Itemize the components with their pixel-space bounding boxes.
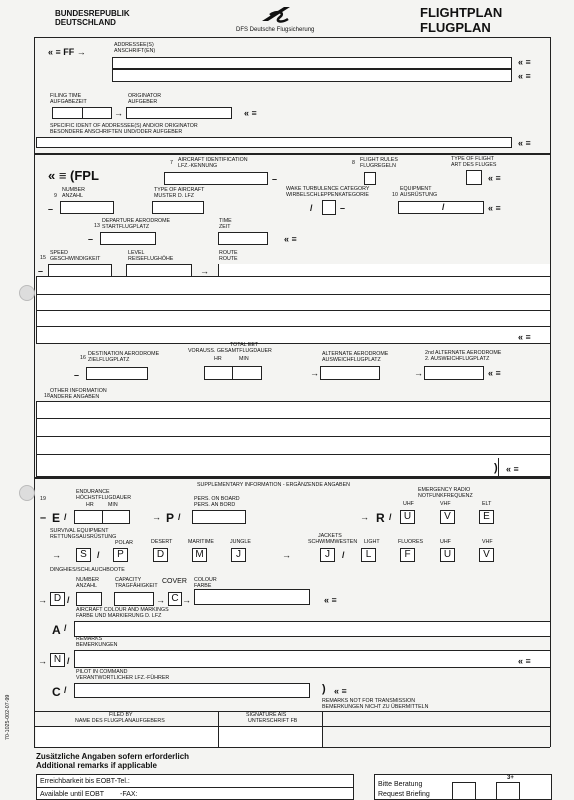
elt-label: ELT bbox=[482, 501, 492, 507]
persons-field[interactable] bbox=[192, 510, 246, 524]
equipment-label-en: EQUIPMENT bbox=[400, 186, 432, 192]
altn2-label-en: 2nd ALTERNATE AERODROME bbox=[425, 350, 502, 356]
type-aircraft-label-en: TYPE OF AIRCRAFT bbox=[154, 187, 205, 193]
type-flight-field[interactable] bbox=[466, 170, 482, 185]
ac-colour-field[interactable] bbox=[74, 621, 550, 637]
survival-label-en: SURVIVAL EQUIPMENT bbox=[50, 528, 109, 534]
end-mark: « ≡ bbox=[488, 368, 501, 378]
number-label-de: ANZAHL bbox=[76, 583, 97, 589]
hr-label: HR bbox=[214, 356, 222, 362]
aircraft-ident-label-en: AIRCRAFT IDENTIFICATION bbox=[178, 157, 248, 163]
arrow-mark: → bbox=[156, 595, 165, 605]
divider bbox=[82, 107, 83, 119]
country-label: BUNDESREPUBLIK bbox=[55, 9, 130, 18]
dash: – bbox=[272, 174, 278, 184]
end-mark: « ≡ bbox=[518, 57, 531, 67]
vhf-label: VHF bbox=[482, 539, 493, 545]
end-mark: « ≡ bbox=[518, 332, 531, 342]
light-label: LIGHT bbox=[364, 539, 380, 545]
survival-label-de: RETTUNGSAUSRÜSTUNG bbox=[50, 534, 117, 540]
slash: / bbox=[67, 595, 70, 605]
flight-rules-label-en: FLIGHT RULES bbox=[360, 157, 398, 163]
remarks-field[interactable] bbox=[74, 650, 550, 668]
time-label-de: ZEIT bbox=[219, 224, 231, 230]
dest-field[interactable] bbox=[86, 367, 148, 380]
supp-heading: SUPPLEMENTARY INFORMATION - ERGÄNZENDE ANGABEN bbox=[197, 482, 350, 488]
slash: / bbox=[389, 512, 392, 522]
item-number-10: 10 bbox=[392, 192, 398, 198]
start-ff-mark: « ≡ FF → bbox=[48, 47, 86, 57]
wake-label-en: WAKE TURBULENCE CATEGORY bbox=[286, 186, 370, 192]
item-number-18: 18 bbox=[44, 393, 50, 399]
arrow-mark: → bbox=[414, 368, 423, 378]
vhf-cell[interactable]: V bbox=[440, 510, 455, 524]
arrow-mark: → bbox=[282, 550, 291, 560]
dash: – bbox=[340, 203, 346, 213]
jungle-label: JUNGLE bbox=[230, 539, 251, 545]
type-flight-label-de: ART DES FLUGES bbox=[451, 162, 497, 168]
maritime-cell[interactable]: M bbox=[192, 548, 207, 562]
capacity-label-en: CAPACITY bbox=[115, 577, 142, 583]
desert-label: DESERT bbox=[151, 539, 173, 545]
specific-ident-field[interactable] bbox=[36, 137, 512, 148]
speed-label-de: GESCHWINDIGKEIT bbox=[50, 256, 101, 262]
number-field[interactable] bbox=[60, 201, 114, 214]
slash: / bbox=[64, 685, 67, 695]
uhf-label: UHF bbox=[440, 539, 451, 545]
arrow-mark: → bbox=[38, 656, 47, 666]
frame-top bbox=[34, 37, 550, 38]
end-mark: « ≡ bbox=[506, 464, 519, 474]
addressees-field-1[interactable] bbox=[112, 57, 512, 69]
schwimmwesten-label: SCHWIMMWESTEN bbox=[308, 539, 358, 545]
filed-by-label-de: NAME DES FLUGPLANAUFGEBERS bbox=[75, 718, 165, 724]
close-paren: ) bbox=[494, 462, 498, 474]
flight-rules-field[interactable] bbox=[364, 172, 376, 185]
survival-cell[interactable]: S bbox=[76, 548, 91, 562]
slash: / bbox=[342, 550, 345, 560]
uhf-label: UHF bbox=[403, 501, 414, 507]
radio-label-de: NOTFUNKFREQUENZ bbox=[418, 493, 473, 499]
capacity-label-de: TRAGFÄHIGKEIT bbox=[115, 583, 158, 589]
jungle-cell[interactable]: J bbox=[231, 548, 246, 562]
addressees-label-en: ADDRESSEE(S) bbox=[114, 42, 154, 48]
type-flight-label-en: TYPE OF FLIGHT bbox=[451, 156, 494, 162]
ac-colour-letter: A bbox=[52, 623, 61, 637]
specific-ident-label-de: BESONDERE ANSCHRIFTEN UND/ODER AUFGEBER bbox=[50, 129, 183, 135]
number-label-de: ANZAHL bbox=[62, 193, 83, 199]
time-field[interactable] bbox=[218, 232, 268, 245]
form-number: 70-1025-002-07-99 bbox=[5, 694, 11, 740]
item-number-16: 16 bbox=[80, 355, 86, 361]
jackets-label: JACKETS bbox=[318, 533, 342, 539]
polar-label: POLAR bbox=[115, 540, 133, 546]
end-mark: « ≡ bbox=[324, 595, 337, 605]
arrow-mark: → bbox=[38, 595, 47, 605]
reach-label-de: Erreichbarkeit bis EOBT-Tel.: bbox=[40, 778, 130, 785]
aircraft-ident-label-de: LFZ.-KENNUNG bbox=[178, 163, 218, 169]
close-paren: ) bbox=[322, 683, 326, 695]
persons-label-de: PERS. AN BORD bbox=[194, 502, 236, 508]
route-line bbox=[36, 326, 550, 327]
ac-colour-label-de: FARBE UND MARKIERUNG D. LFZ bbox=[76, 613, 162, 619]
dinghy-capacity-field[interactable] bbox=[114, 592, 154, 606]
arrow-mark: → bbox=[182, 595, 191, 605]
three-plus-label: 3+ bbox=[507, 775, 514, 781]
divider bbox=[498, 458, 499, 477]
aircraft-ident-field[interactable] bbox=[164, 172, 268, 185]
slash: / bbox=[67, 656, 70, 666]
filing-time-label-de: AUFGABEZEIT bbox=[50, 99, 87, 105]
punch-hole bbox=[19, 285, 35, 301]
frame-bottom bbox=[34, 747, 550, 748]
dep-aero-field[interactable] bbox=[100, 232, 156, 245]
min-label: MIN bbox=[108, 502, 118, 508]
altn-label-en: ALTERNATE AERODROME bbox=[322, 351, 389, 357]
originator-label-en: ORIGINATOR bbox=[128, 93, 162, 99]
arrow-mark: → bbox=[200, 266, 209, 276]
total-eet-field[interactable] bbox=[204, 366, 262, 380]
equipment-label-de: AUSRÜSTUNG bbox=[400, 192, 438, 198]
total-eet-label-en: TOTAL EET bbox=[230, 342, 259, 348]
number-label-en: NUMBER bbox=[76, 577, 99, 583]
time-label-en: TIME bbox=[219, 218, 232, 224]
maritime-label: MARITIME bbox=[188, 539, 214, 545]
country-label-2: DEUTSCHLAND bbox=[55, 18, 116, 27]
elt-cell[interactable]: E bbox=[479, 510, 494, 524]
section-divider bbox=[34, 477, 550, 479]
route-field-top[interactable] bbox=[218, 264, 550, 277]
other-info-line bbox=[36, 454, 550, 455]
briefing-label-de: Bitte Beratung bbox=[378, 781, 423, 788]
route-label-en: ROUTE bbox=[219, 250, 238, 256]
altn2-field[interactable] bbox=[424, 366, 484, 380]
arrow-mark: → bbox=[360, 512, 369, 522]
endurance-label-de: HÖCHSTFLUGDAUER bbox=[76, 495, 132, 501]
item-number-9: 9 bbox=[54, 193, 57, 199]
signature-label-en: SIGNATURE AIS bbox=[246, 712, 287, 718]
start-fpl-mark: « ≡ (FPL bbox=[48, 168, 99, 183]
item-number-15: 15 bbox=[40, 255, 46, 261]
altn2-label-de: 2. AUSWEICHFLUGPLATZ bbox=[425, 356, 490, 362]
originator-label-de: AUFGEBER bbox=[128, 99, 158, 105]
light-cell[interactable]: L bbox=[361, 548, 376, 562]
signature-label-de: UNTERSCHRIFT FB bbox=[248, 718, 298, 724]
other-info-line bbox=[36, 436, 550, 437]
slash: / bbox=[442, 202, 445, 212]
three-plus-checkbox[interactable] bbox=[496, 782, 520, 800]
level-label-de: REISEFLUGHÖHE bbox=[128, 256, 174, 262]
wake-label-de: WIRBELSCHLEPPENKATEGORIE bbox=[286, 192, 369, 198]
end-mark: « ≡ bbox=[518, 71, 531, 81]
fluores-cell[interactable]: F bbox=[400, 548, 415, 562]
altn-label-de: AUSWEICHFLUGPLATZ bbox=[322, 357, 381, 363]
dfs-logo-text: DFS Deutsche Flugsicherung bbox=[236, 27, 315, 33]
fluores-label: FLUORES bbox=[398, 539, 424, 545]
dest-label-en: DESTINATION AERODROME bbox=[88, 351, 160, 357]
briefing-checkbox[interactable] bbox=[452, 782, 476, 800]
arrow-mark: → bbox=[114, 108, 123, 118]
dep-aero-label-en: DEPARTURE AERODROME bbox=[102, 218, 171, 224]
total-eet-label-de: VORAUSS. GESAMTFLUGDAUER bbox=[188, 348, 272, 354]
route-label-de: ROUTE bbox=[219, 256, 238, 262]
dash: – bbox=[48, 204, 54, 214]
no-trans-label-de: BEMERKUNGEN NICHT ZU ÜBERMITTELN bbox=[322, 704, 429, 710]
dash: – bbox=[74, 370, 80, 380]
type-aircraft-label-de: MUSTER D. LFZ bbox=[154, 193, 195, 199]
title-en: FLIGHTPLAN bbox=[420, 5, 503, 20]
slash: / bbox=[64, 512, 67, 522]
other-info-line bbox=[36, 418, 550, 419]
speed-label-en: SPEED bbox=[50, 250, 68, 256]
other-info-field[interactable] bbox=[36, 401, 550, 477]
item-number-19: 19 bbox=[40, 496, 46, 502]
route-line bbox=[36, 310, 550, 311]
flight-rules-label-de: FLUGREGELN bbox=[360, 163, 396, 169]
equipment-field[interactable] bbox=[398, 201, 484, 214]
colour-label-de: FARBE bbox=[194, 583, 212, 589]
radio-letter: R bbox=[376, 511, 385, 525]
item-number-8: 8 bbox=[352, 160, 355, 166]
dinghy-colour-field[interactable] bbox=[194, 589, 310, 605]
persons-label-en: PERS. ON BOARD bbox=[194, 496, 240, 502]
cover-label: COVER bbox=[162, 578, 187, 585]
originator-field[interactable] bbox=[126, 107, 232, 119]
desert-cell[interactable]: D bbox=[153, 548, 168, 562]
item-number-7: 7 bbox=[170, 160, 173, 166]
number-label-en: NUMBER bbox=[62, 187, 85, 193]
reach-line bbox=[36, 787, 354, 788]
dash: – bbox=[88, 234, 94, 244]
no-trans-label-en: REMARKS NOT FOR TRANSMISSION bbox=[322, 698, 416, 704]
title-de: FLUGPLAN bbox=[420, 20, 491, 35]
reach-label-en: Available until EOBT bbox=[40, 791, 105, 798]
dinghies-label: DINGHIES/SCHLAUCHBOOTE bbox=[50, 567, 125, 573]
dinghy-number-field[interactable] bbox=[76, 592, 102, 606]
filed-by-label-en: FILED BY bbox=[109, 712, 133, 718]
frame-right bbox=[550, 37, 551, 747]
polar-cell[interactable]: P bbox=[113, 548, 128, 562]
wake-field[interactable] bbox=[322, 200, 336, 215]
ac-colour-label-en: AIRCRAFT COLOUR AND MARKINGS bbox=[76, 607, 169, 613]
addressees-field-2[interactable] bbox=[112, 69, 512, 82]
item-number-13: 13 bbox=[94, 223, 100, 229]
persons-letter: P bbox=[166, 511, 175, 525]
end-mark: « ≡ bbox=[518, 656, 531, 666]
end-mark: « ≡ bbox=[334, 686, 347, 696]
end-mark: « ≡ bbox=[244, 108, 257, 118]
endurance-letter: E bbox=[52, 511, 61, 525]
signature-field[interactable] bbox=[219, 727, 322, 747]
vhf-cell-2[interactable]: V bbox=[479, 548, 494, 562]
colour-label-en: COLOUR bbox=[194, 577, 217, 583]
pilot-field[interactable] bbox=[74, 683, 310, 698]
other-info-label-en: OTHER INFORMATION bbox=[50, 388, 107, 394]
end-mark: « ≡ bbox=[488, 203, 501, 213]
divider bbox=[232, 366, 233, 380]
altn-field[interactable] bbox=[320, 366, 380, 380]
cover-cell[interactable]: C bbox=[168, 592, 182, 606]
pilot-letter: C bbox=[52, 685, 61, 699]
section-divider bbox=[34, 153, 550, 155]
endurance-label-en: ENDURANCE bbox=[76, 489, 110, 495]
divider bbox=[322, 711, 323, 747]
fax-label: -FAX: bbox=[120, 791, 138, 798]
dep-aero-label-de: STARTFLUGPLATZ bbox=[102, 224, 150, 230]
type-aircraft-field[interactable] bbox=[152, 201, 204, 214]
filed-by-field[interactable] bbox=[36, 727, 218, 747]
remarks-label-de: BEMERKUNGEN bbox=[76, 642, 118, 648]
end-mark: « ≡ bbox=[488, 173, 501, 183]
dinghies-cell[interactable]: D bbox=[50, 592, 65, 606]
uhf-cell-2[interactable]: U bbox=[440, 548, 455, 562]
min-label: MIN bbox=[239, 356, 249, 362]
pilot-label-de: VERANTWORTLICHER LFZ.-FÜHRER bbox=[76, 675, 170, 681]
remarks-label-en: REMARKS bbox=[76, 636, 103, 642]
specific-ident-label-en: SPECIFIC IDENT OF ADDRESSEE(S) AND/OR ORIGINATOR bbox=[50, 123, 198, 129]
addressees-label-de: ANSCHRIFT(EN) bbox=[114, 48, 156, 54]
remarks-cell[interactable]: N bbox=[50, 653, 65, 667]
radio-label-en: EMERGENCY RADIO bbox=[418, 487, 471, 493]
vhf-label: VHF bbox=[440, 501, 451, 507]
divider bbox=[102, 510, 103, 524]
arrow-mark: → bbox=[52, 550, 61, 560]
slash: / bbox=[178, 512, 181, 522]
dfs-logo-icon bbox=[258, 3, 294, 25]
arrow-mark: → bbox=[152, 512, 161, 522]
pilot-label-en: PILOT IN COMMAND bbox=[76, 669, 128, 675]
dash: – bbox=[38, 266, 44, 276]
end-mark: « ≡ bbox=[284, 234, 297, 244]
additional-en: Additional remarks if applicable bbox=[36, 761, 157, 770]
dash: – bbox=[40, 512, 47, 524]
hr-label: HR bbox=[86, 502, 94, 508]
frame-left bbox=[34, 37, 35, 747]
punch-hole bbox=[19, 485, 35, 501]
slash: / bbox=[310, 203, 313, 213]
slash: / bbox=[64, 623, 67, 633]
additional-de: Zusätzliche Angaben sofern erforderlich bbox=[36, 752, 190, 761]
briefing-label-en: Request Briefing bbox=[378, 791, 430, 798]
end-mark: « ≡ bbox=[518, 138, 531, 148]
arrow-mark: → bbox=[310, 368, 319, 378]
other-info-label-de: ANDERE ANGABEN bbox=[50, 394, 100, 400]
jackets-cell[interactable]: J bbox=[320, 548, 335, 562]
uhf-cell[interactable]: U bbox=[400, 510, 415, 524]
filing-time-label-en: FILING TIME bbox=[50, 93, 82, 99]
level-label-en: LEVEL bbox=[128, 250, 145, 256]
slash: / bbox=[97, 550, 100, 560]
route-line bbox=[36, 294, 550, 295]
dest-label-de: ZIELFLUGPLATZ bbox=[88, 357, 130, 363]
